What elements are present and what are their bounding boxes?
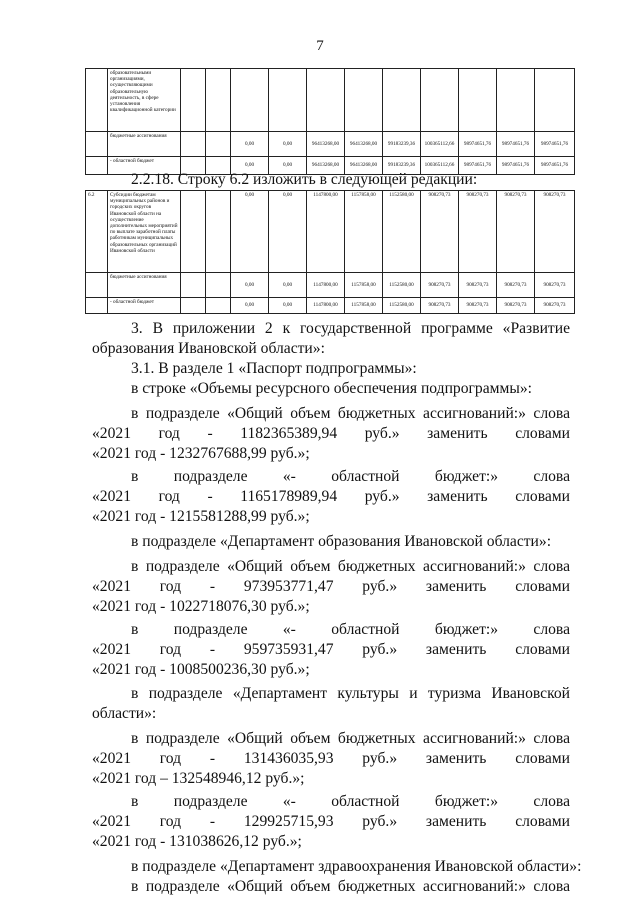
value-cell: 1157858,00 <box>345 191 383 273</box>
value-cell: 1157858,00 <box>345 273 383 298</box>
body-line: в строке «Объемы ресурсного обеспечения подпрограммы»: <box>131 380 532 397</box>
body-line: «2021 год - 131038626,12 руб.»; <box>92 833 302 850</box>
value-cell: 98974651,76 <box>497 132 535 157</box>
body-line: «2021 год – 132548946,12 руб.»; <box>92 770 305 787</box>
body-line: в подразделе «Департамент здравоохранения Ивановской области»: <box>131 858 582 875</box>
value-cell: 1147800,00 <box>307 298 345 314</box>
body-line: в подразделе «Общий объем бюджетных ассигнований:» слова <box>131 558 570 575</box>
page-number: 7 <box>316 38 324 54</box>
body-line: области»: <box>92 705 157 722</box>
body-line: в подразделе «Общий объем бюджетных ассигнований:» слова <box>131 405 570 422</box>
value-cell <box>231 69 269 132</box>
body-line: «2021 год - 973953771,47 руб.» заменить словами <box>92 578 570 595</box>
row-number-cell: 6.2 <box>86 191 108 273</box>
value-cell: 1152580,00 <box>383 273 421 298</box>
body-line: «2021 год - 1008500236,30 руб.»; <box>92 661 310 678</box>
row-number-cell <box>86 132 108 157</box>
value-cell: 908270,73 <box>459 273 497 298</box>
value-cell: 0,00 <box>231 157 269 175</box>
body-line: «2021 год - 1182365389,94 руб.» заменить словами <box>92 425 570 442</box>
value-cell: 99183239,36 <box>383 132 421 157</box>
body-line: «2021 год - 131436035,93 руб.» заменить словами <box>92 750 570 767</box>
value-cell: 908270,73 <box>459 191 497 273</box>
value-cell: 96413268,00 <box>345 132 383 157</box>
value-cell <box>459 69 497 132</box>
value-cell: 908270,73 <box>421 298 459 314</box>
value-cell: 0,00 <box>231 132 269 157</box>
body-line: 3.1. В разделе 1 «Паспорт подпрограммы»: <box>131 360 417 377</box>
body-line: «2021 год - 1215581288,99 руб.»; <box>92 508 310 525</box>
blank-cell <box>206 132 231 157</box>
value-cell: 0,00 <box>231 191 269 273</box>
value-cell: 908270,73 <box>497 191 535 273</box>
body-line: «2021 год - 959735931,47 руб.» заменить словами <box>92 641 570 658</box>
blank-cell <box>206 69 231 132</box>
body-line: в подразделе «- областной бюджет:» слова <box>131 468 570 485</box>
row-name-cell: образовательными организациями, осуществляющими образовательную деятельность, в сфере установления квалификационной категории <box>108 69 181 132</box>
row-number-cell <box>86 69 108 132</box>
body-line: в подразделе «Общий объем бюджетных ассигнований:» слова <box>131 730 570 747</box>
value-cell: 1147800,00 <box>307 191 345 273</box>
value-cell: 1152580,00 <box>383 298 421 314</box>
value-cell: 908270,73 <box>421 191 459 273</box>
row-number-cell <box>86 273 108 298</box>
value-cell: 98974651,76 <box>535 132 575 157</box>
blank-cell <box>181 298 206 314</box>
value-cell: 0,00 <box>269 132 307 157</box>
body-line: «2021 год - 1165178989,94 руб.» заменить словами <box>92 488 570 505</box>
value-cell: 1157858,00 <box>345 298 383 314</box>
row-number-cell <box>86 298 108 314</box>
value-cell <box>497 69 535 132</box>
table-row <box>86 132 575 157</box>
value-cell: 0,00 <box>269 191 307 273</box>
value-cell: 96413268,00 <box>307 157 345 175</box>
value-cell <box>535 69 575 132</box>
value-cell: 0,00 <box>269 298 307 314</box>
value-cell <box>421 69 459 132</box>
blank-cell <box>206 191 231 273</box>
value-cell <box>383 69 421 132</box>
value-cell: 98974651,76 <box>459 132 497 157</box>
value-cell: 100365112,66 <box>421 157 459 175</box>
body-line: в подразделе «Департамент культуры и туризма Ивановской <box>131 685 570 702</box>
value-cell: 98974651,76 <box>459 157 497 175</box>
row-name-cell: - областной бюджет <box>108 298 181 314</box>
blank-cell <box>181 132 206 157</box>
table-row <box>86 273 575 298</box>
body-line: «2021 год - 129925715,93 руб.» заменить словами <box>92 813 570 830</box>
value-cell: 0,00 <box>231 273 269 298</box>
value-cell: 908270,73 <box>459 298 497 314</box>
value-cell: 908270,73 <box>421 273 459 298</box>
blank-cell <box>181 273 206 298</box>
body-line: образования Ивановской области»: <box>92 340 325 357</box>
blank-cell <box>181 69 206 132</box>
budget-table-row-6-2 <box>85 190 575 314</box>
row-name-cell: - областной бюджет <box>108 157 181 175</box>
blank-cell <box>181 191 206 273</box>
body-line: «2021 год - 1022718076,30 руб.»; <box>92 598 310 615</box>
body-line: в подразделе «Департамент образования Ивановской области»: <box>131 533 552 550</box>
value-cell: 100365112,66 <box>421 132 459 157</box>
value-cell <box>345 69 383 132</box>
value-cell: 908270,73 <box>497 273 535 298</box>
value-cell: 0,00 <box>269 273 307 298</box>
table-row <box>86 69 575 132</box>
value-cell: 96413268,00 <box>307 132 345 157</box>
blank-cell <box>206 273 231 298</box>
body-line: в подразделе «- областной бюджет:» слова <box>131 621 570 638</box>
value-cell: 0,00 <box>231 298 269 314</box>
value-cell: 98974651,76 <box>535 157 575 175</box>
value-cell <box>307 69 345 132</box>
body-line: «2021 год - 1232767688,99 руб.»; <box>92 445 310 462</box>
value-cell: 0,00 <box>269 157 307 175</box>
value-cell <box>269 69 307 132</box>
table-row <box>86 298 575 314</box>
value-cell: 99183239,36 <box>383 157 421 175</box>
value-cell: 1152580,00 <box>383 191 421 273</box>
body-line: в подразделе «Общий объем бюджетных ассигнований:» слова <box>131 878 570 895</box>
section-heading: 2.2.18. Строку 6.2 изложить в следующей редакции: <box>131 171 478 188</box>
value-cell: 1147800,00 <box>307 273 345 298</box>
value-cell: 908270,73 <box>535 298 575 314</box>
table-row <box>86 191 575 273</box>
value-cell: 908270,73 <box>497 298 535 314</box>
value-cell: 98974651,76 <box>497 157 535 175</box>
body-line: в подразделе «- областной бюджет:» слова <box>131 793 570 810</box>
value-cell: 908270,73 <box>535 273 575 298</box>
budget-table-continuation <box>85 68 575 175</box>
value-cell: 96413268,00 <box>345 157 383 175</box>
row-name-cell: бюджетные ассигнования <box>108 273 181 298</box>
value-cell: 908270,73 <box>535 191 575 273</box>
row-name-cell: бюджетные ассигнования <box>108 132 181 157</box>
body-line: 3. В приложении 2 к государственной программе «Развитие <box>131 320 570 337</box>
row-number-cell <box>86 157 108 175</box>
row-name-cell: Субсидии бюджетам муниципальных районов и городских округов Ивановской области на осуществление дополнительных мероприятий по выплате заработной платы работникам муниципальных образовательных организаций Ивановской области <box>108 191 181 273</box>
blank-cell <box>206 298 231 314</box>
